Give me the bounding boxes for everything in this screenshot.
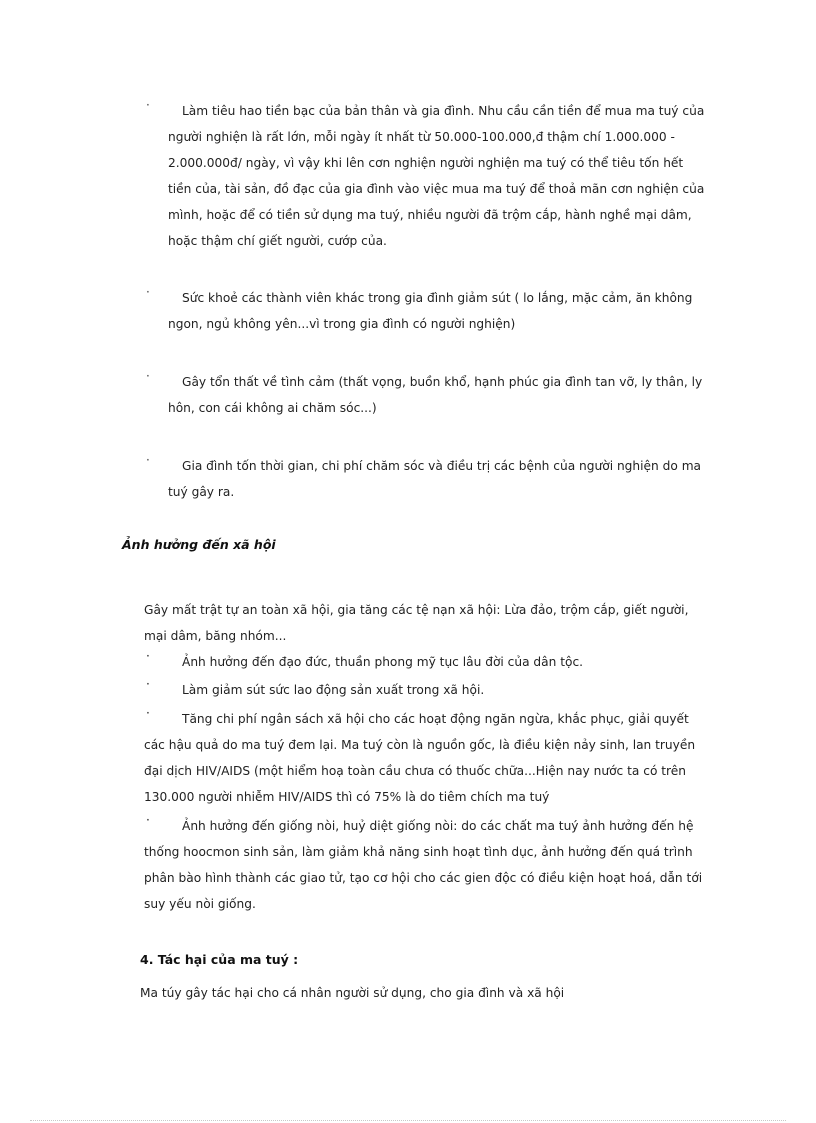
bullet-item [144,813,704,917]
bullet-dot-icon: · [146,677,150,691]
text-line: người nghiện là rất lớn, mỗi ngày ít nhất từ 50.000-100.000,đ thậm chí 1.000.000 - [168,130,675,144]
text-line: 130.000 người nhiễm HIV/AIDS thì có 75% là do tiêm chích ma tuý [144,790,550,804]
text-line: 2.000.000đ/ ngày, vì vậy khi lên cơn nghiện người nghiện ma tuý có thể tiêu tốn hết [168,156,684,170]
paragraph [144,597,704,649]
text-line: phân bào hình thành các giao tử, tạo cơ hội cho các gien độc có điều kiện hoạt hoá, dẫn tới [144,871,703,885]
section-heading: Ảnh hưởng đến xã hội [122,537,276,552]
text-line: Làm giảm sút sức lao động sản xuất trong xã hội. [182,683,485,697]
bullet-dot-icon: · [146,98,150,112]
text-line: mình, hoặc để có tiền sử dụng ma tuý, nhiều người đã trộm cắp, hành nghề mại dâm, [168,208,692,222]
bullet-dot-icon: · [146,285,150,299]
text-line: Sức khoẻ các thành viên khác trong gia đình giảm sút ( lo lắng, mặc cảm, ăn không [182,291,693,305]
text-line: Tăng chi phí ngân sách xã hội cho các hoạt động ngăn ngừa, khắc phục, giải quyết [182,712,689,726]
text-line: hoặc thậm chí giết người, cướp của. [168,234,387,248]
bullet-item [146,285,728,337]
text-line: Gia đình tốn thời gian, chi phí chăm sóc và điều trị các bệnh của người nghiện do ma [182,459,702,473]
bullet-item [144,706,704,810]
text-line: thống hoocmon sinh sản, làm giảm khả năng sinh hoạt tình dục, ảnh hưởng đến quá trình [144,845,693,859]
bullet-dot-icon: · [146,706,150,720]
bullet-item [144,677,704,703]
section-text: Ma túy gây tác hại cho cá nhân người sử dụng, cho gia đình và xã hội [140,986,565,1000]
bullet-dot-icon: · [146,813,150,827]
text-line: Gây tổn thất về tình cảm (thất vọng, buồn khổ, hạnh phúc gia đình tan vỡ, ly thân, ly [182,375,703,389]
text-line: Gây mất trật tự an toàn xã hội, gia tăng các tệ nạn xã hội: Lừa đảo, trộm cắp, giết người, [144,603,689,617]
bullet-item [146,369,728,421]
text-line: các hậu quả do ma tuý đem lại. Ma tuý còn là nguồn gốc, là điều kiện nảy sinh, lan truyền [144,738,696,752]
bullet-dot-icon: · [146,369,150,383]
text-line: ngon, ngủ không yên...vì trong gia đình có người nghiện) [168,317,516,331]
section-title: 4. Tác hại của ma tuý : [140,952,299,967]
bullet-item [146,98,728,254]
text-line: hôn, con cái không ai chăm sóc...) [168,401,377,415]
text-line: mại dâm, băng nhóm... [144,629,287,643]
text-line: Làm tiêu hao tiền bạc của bản thân và gia đình. Nhu cầu cần tiền để mua ma tuý của [182,104,705,118]
text-line: suy yếu nòi giống. [144,897,256,911]
page-bottom-rule [30,1120,786,1121]
text-line: Ảnh hưởng đến giống nòi, huỷ diệt giống nòi: do các chất ma tuý ảnh hưởng đến hệ [182,819,694,833]
text-line: đại dịch HIV/AIDS (một hiểm hoạ toàn cầu chưa có thuốc chữa...Hiện nay nước ta có trên [144,764,687,778]
bullet-item [146,453,728,505]
text-line: tuý gây ra. [168,485,235,499]
text-line: Ảnh hưởng đến đạo đức, thuần phong mỹ tục lâu đời của dân tộc. [182,655,584,669]
bullet-item [144,649,704,675]
text-line: tiền của, tài sản, đồ đạc của gia đình vào việc mua ma tuý để thoả mãn cơn nghiện của [168,182,705,196]
bullet-dot-icon: · [146,649,150,663]
bullet-dot-icon: · [146,453,150,467]
